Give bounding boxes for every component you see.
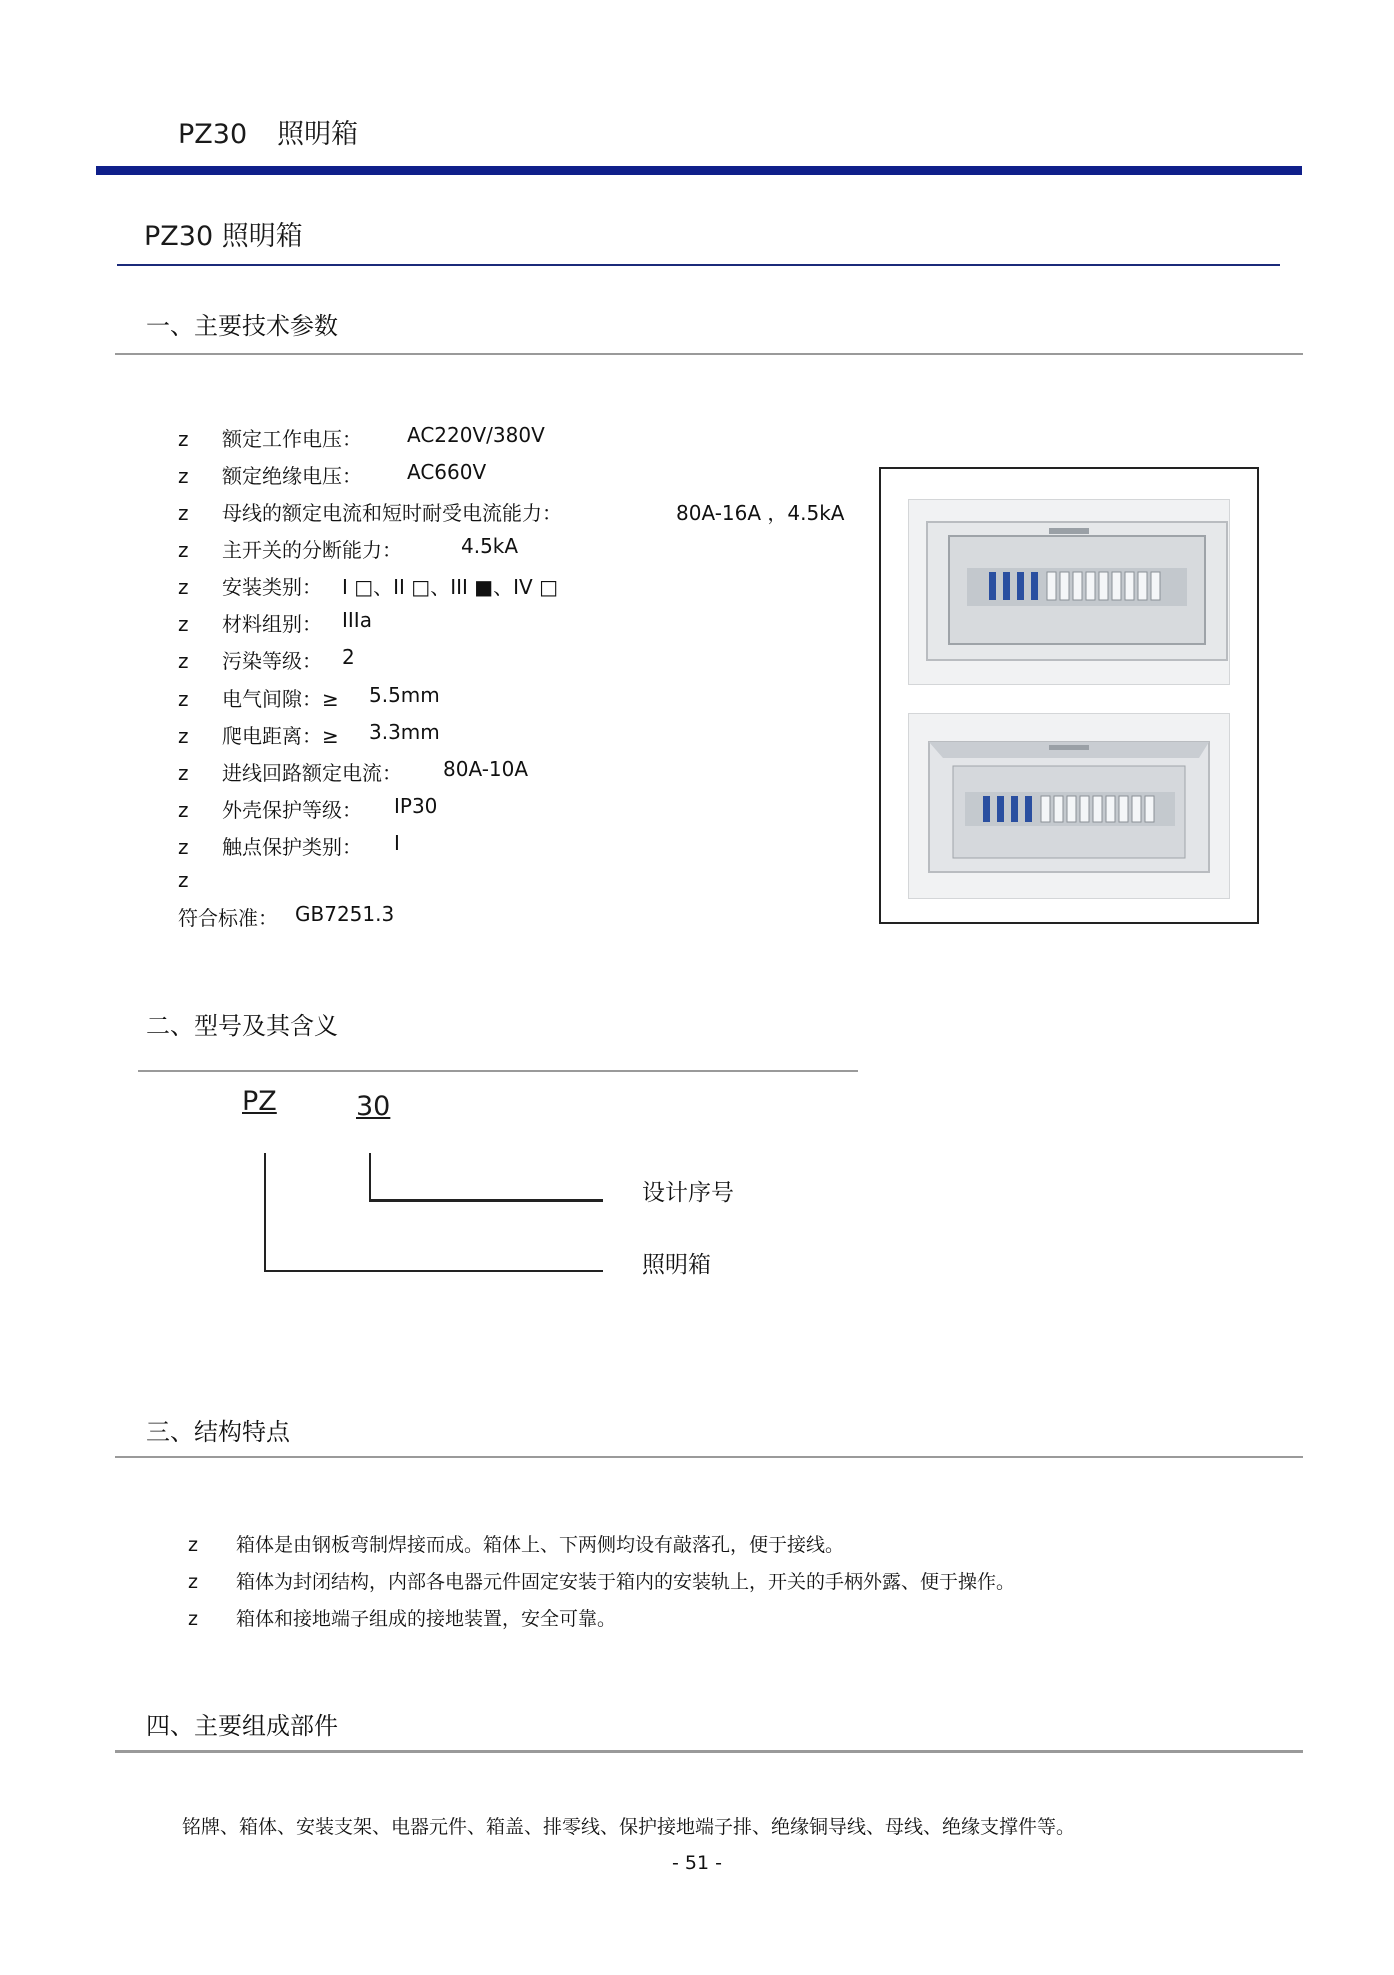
param-value: IIIa [342,608,372,632]
lighting-box-open-image [909,714,1229,898]
standard-value: GB7251.3 [295,902,395,926]
document-title: PZ30 照明箱 [144,221,303,252]
section-rule [115,353,1303,355]
param-value: 4.5kA [461,534,519,558]
section-rule [138,1070,858,1072]
param-row [178,608,372,637]
bullet-marker: z [188,1608,198,1630]
param-label: 额定绝缘电压： [222,464,362,488]
param-label: 触点保护类别： [222,835,362,859]
model-code-30: 30 [356,1091,391,1122]
components-text: 铭牌、箱体、安装支架、电器元件、箱盖、排零线、保护接地端子排、绝缘铜导线、母线、绝缘支撑件等。 [182,1816,1076,1838]
param-label: 进线回路额定电流： [222,761,402,785]
feature-item [188,1567,1015,1594]
feature-item [188,1604,616,1631]
param-label: 额定工作电压： [222,427,362,451]
param-value: 80A-16A ，4.5kA [676,501,845,525]
section-heading-features: 三、结构特点 [146,1418,290,1446]
diagram-line [369,1153,371,1201]
section-rule [115,1456,1303,1458]
header-bar [96,166,1302,175]
lighting-box-closed-image [909,500,1229,684]
bullet-marker: z [178,612,189,636]
bullet-marker: z [188,1534,198,1556]
diagram-line [264,1270,603,1272]
param-value: AC220V/380V [407,423,545,447]
product-photo-open [908,713,1230,899]
header-name: 照明箱 [277,119,359,150]
product-photo-frame [879,467,1259,924]
header-model: PZ30 [178,119,248,150]
bullet-marker: z [178,687,189,711]
param-label: 污染等级： [222,649,322,673]
param-row [178,794,438,823]
param-label: 材料组别： [222,612,322,636]
label-lighting-box: 照明箱 [642,1252,711,1278]
bullet-marker: z [178,538,189,562]
feature-text: 箱体是由钢板弯制焊接而成。箱体上、下两侧均设有敲落孔，便于接线。 [236,1534,845,1556]
param-value: 2 [342,645,355,669]
section-rule [115,1750,1303,1753]
bullet-marker: z [178,649,189,673]
diagram-line [264,1153,266,1272]
bullet-marker: z [178,501,189,525]
param-value: 80A-10A [443,757,529,781]
standard-row [178,902,395,931]
feature-item [188,1530,844,1557]
section-heading-model: 二、型号及其含义 [146,1012,338,1040]
param-label: 爬电距离：≥ [222,724,339,748]
param-row [178,460,487,489]
param-row [178,423,545,452]
param-label: 主开关的分断能力： [222,538,402,562]
section-heading-components: 四、主要组成部件 [146,1712,338,1740]
param-row [178,683,440,712]
param-row [178,757,529,786]
param-value: IP30 [394,794,438,818]
bullet-marker: z [178,427,189,451]
param-row [178,868,222,892]
param-value: 5.5mm [369,683,440,707]
label-design-sequence: 设计序号 [642,1180,734,1206]
param-row [178,497,845,526]
param-label: 安装类别： [222,575,322,599]
section-heading-parameters: 一、主要技术参数 [146,312,338,340]
param-label: 电气间隙：≥ [222,687,339,711]
feature-text: 箱体为封闭结构，内部各电器元件固定安装于箱内的安装轨上，开关的手柄外露、便于操作。 [236,1571,1016,1593]
bullet-marker: z [178,464,189,488]
standard-label: 符合标准： [178,906,278,930]
bullet-marker: z [178,761,189,785]
param-value: I □、II □、III ■、IV □ [342,575,558,599]
param-row [178,720,440,749]
param-label: 母线的额定电流和短时耐受电流能力： [222,501,562,525]
bullet-marker: z [178,798,189,822]
diagram-line [369,1199,603,1202]
model-code-pz: PZ [242,1086,277,1117]
bullet-marker: z [178,868,189,892]
feature-text: 箱体和接地端子组成的接地装置，安全可靠。 [236,1608,617,1630]
param-row [178,571,558,600]
bullet-marker: z [178,835,189,859]
param-row [178,645,355,674]
param-row [178,534,519,563]
param-row [178,831,400,860]
bullet-marker: z [178,575,189,599]
param-value: AC660V [407,460,487,484]
bullet-marker: z [188,1571,198,1593]
page-number: - 51 - [672,1852,722,1874]
param-label: 外壳保护等级： [222,798,362,822]
param-value: 3.3mm [369,720,440,744]
param-value: I [394,831,400,855]
bullet-marker: z [178,724,189,748]
page-header-title [178,112,358,151]
title-rule [117,264,1280,266]
product-photo-closed [908,499,1230,685]
